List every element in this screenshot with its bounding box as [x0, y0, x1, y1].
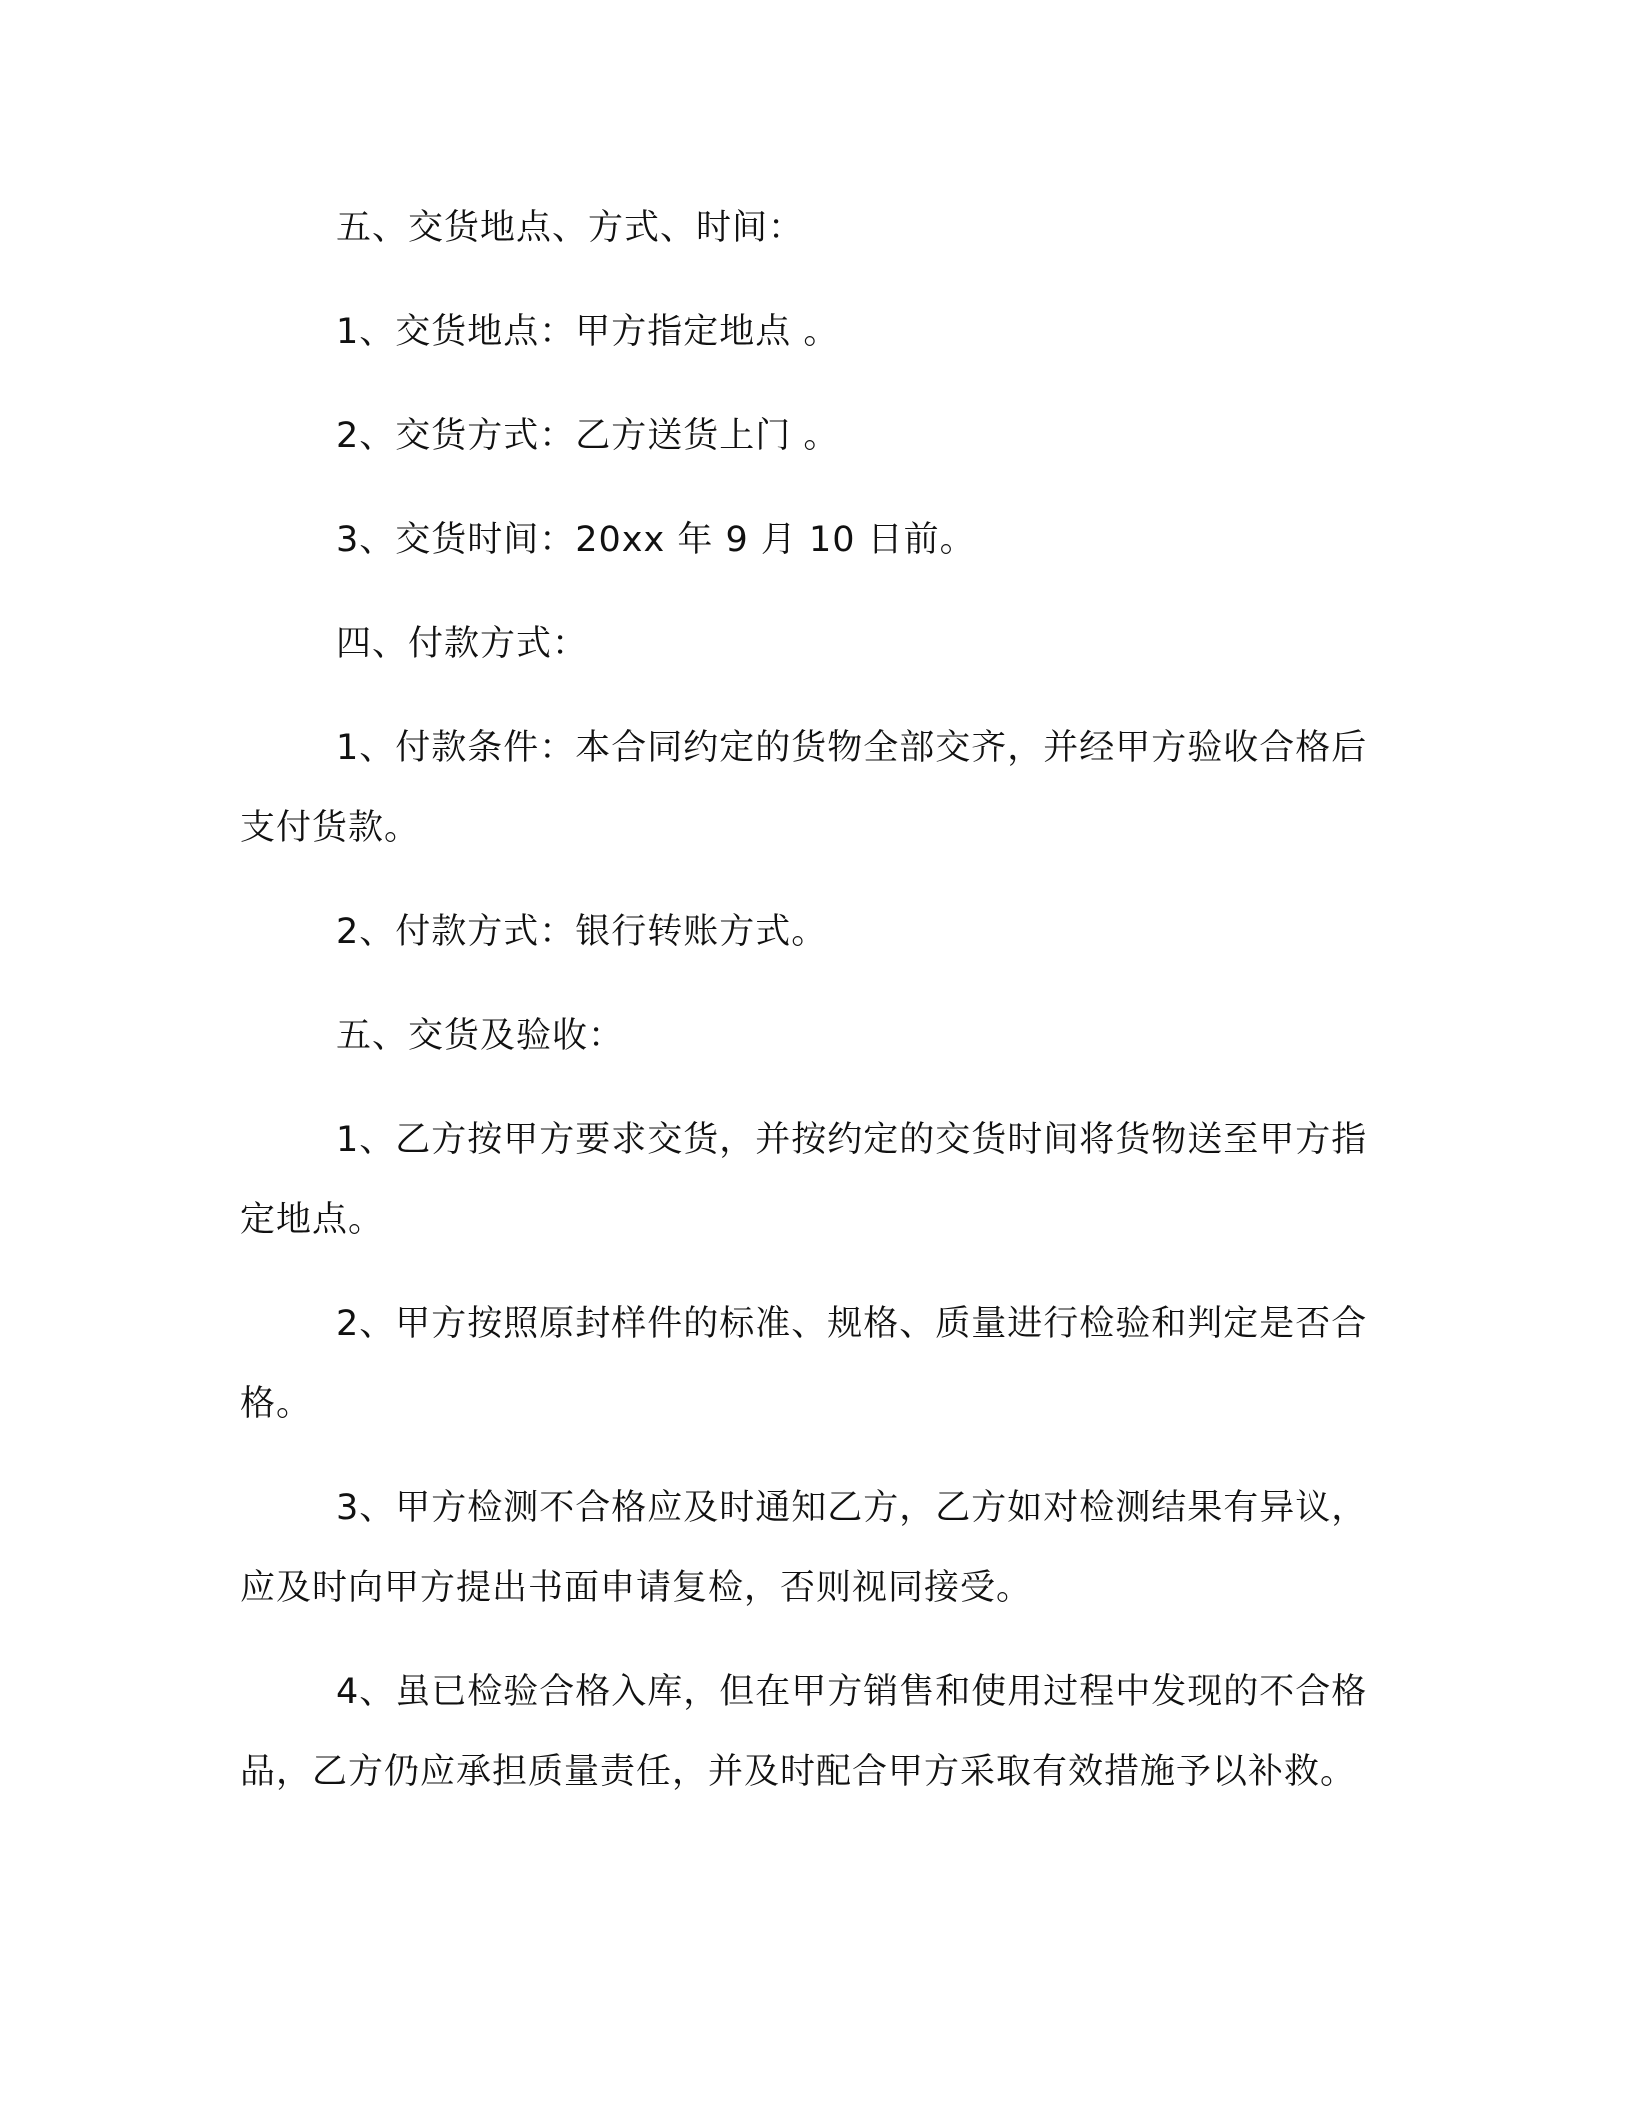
clause-acceptance-1: 1、乙方按甲方要求交货，并按约定的交货时间将货物送至甲方指定地点。 [240, 1120, 1368, 1240]
clause-delivery-location: 1、交货地点：甲方指定地点 。 [336, 312, 840, 352]
clause-acceptance-3: 3、甲方检测不合格应及时通知乙方，乙方如对检测结果有异议，应及时向甲方提出书面申请复检，否则视同接受。 [240, 1488, 1368, 1608]
clause-delivery-time: 3、交货时间：20xx 年 9 月 10 日前。 [336, 520, 976, 560]
section-heading-payment: 四、付款方式： [336, 624, 589, 664]
clause-acceptance-4: 4、虽已检验合格入库，但在甲方销售和使用过程中发现的不合格品，乙方仍应承担质量责任，并及时配合甲方采取有效措施予以补救。 [240, 1672, 1368, 1792]
section-heading-delivery: 五、交货地点、方式、时间： [336, 208, 805, 248]
section-heading-acceptance: 五、交货及验收： [336, 1016, 625, 1056]
clause-payment-condition: 1、付款条件：本合同约定的货物全部交齐，并经甲方验收合格后支付货款。 [240, 728, 1368, 848]
clause-delivery-method: 2、交货方式：乙方送货上门 。 [336, 416, 840, 456]
clause-acceptance-2: 2、甲方按照原封样件的标准、规格、质量进行检验和判定是否合格。 [240, 1304, 1368, 1424]
document-body [240, 188, 1400, 1836]
clause-payment-method: 2、付款方式：银行转账方式。 [336, 912, 828, 952]
